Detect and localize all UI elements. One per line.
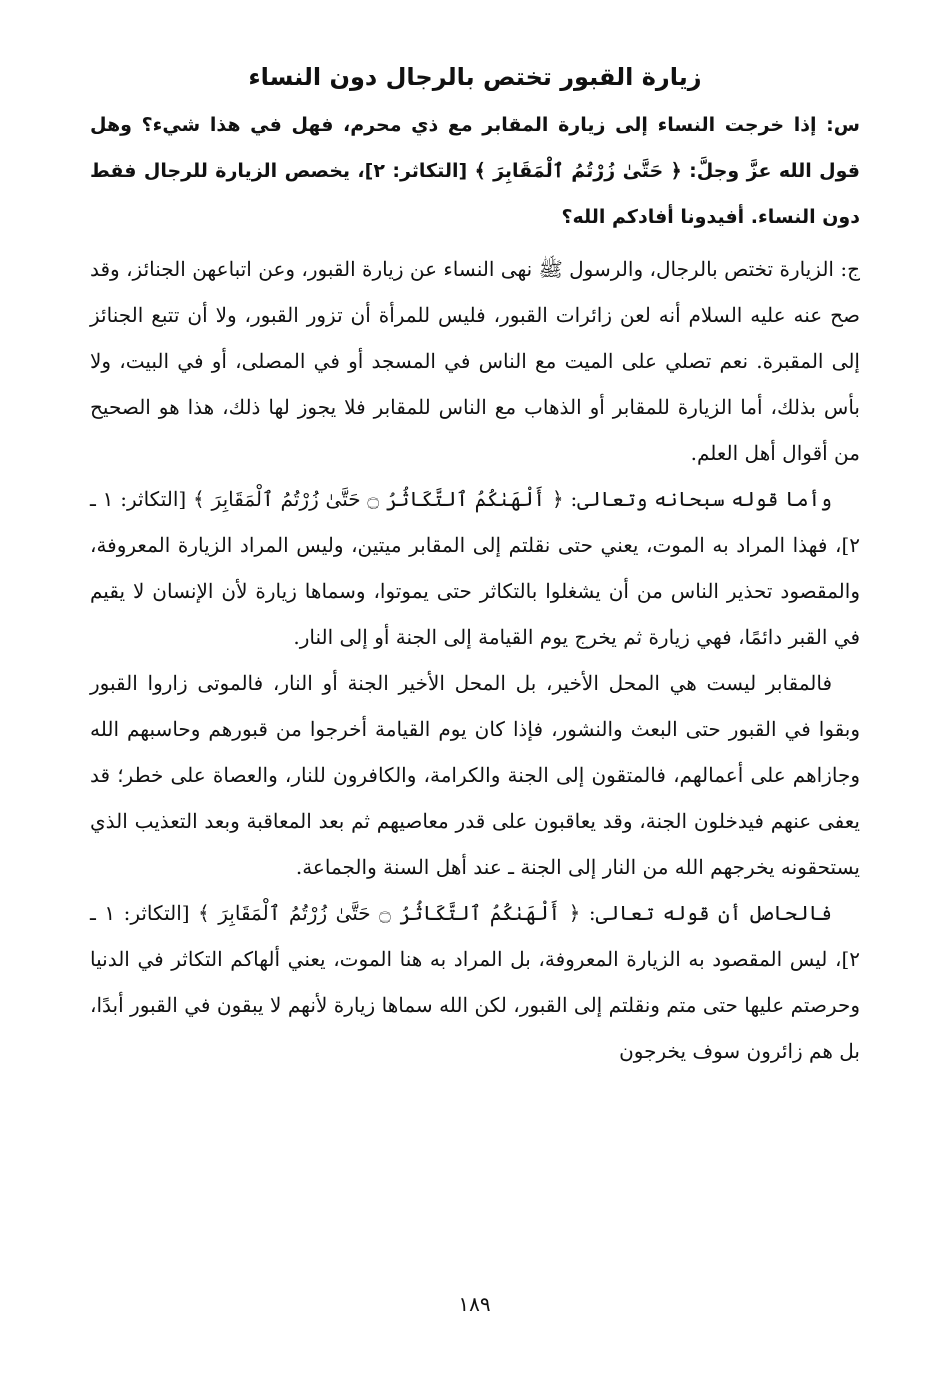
verse-explanation-paragraph: وأما قوله سبحانه وتعالى: ﴿ أَلْهَىٰكُمُ ٱلتَّكَاثُرُ ۝ حَتَّىٰ زُرْتُمُ ٱلْمَقَابِرَ ﴾ [التكاثر: ١ ـ ٢]، فهذا المراد به الموت، يعني حتى نقلتم إلى المقابر ميتين، وليس المراد الزيارة المعروفة، والمقصود تحذير الناس من أن يشغلوا بالتكاثر حتى يموتوا، وسماها زيارة لأن الإنسان لا يقيم في القبر دائمًا، فهي زيارة ثم يخرج يوم القيامة إلى الجنة أو إلى النار. — [90, 487, 860, 649]
conclusion-paragraph: فالحاصل أن قوله تعالى: ﴿ أَلْهَىٰكُمُ ٱلتَّكَاثُرُ ۝ حَتَّىٰ زُرْتُمُ ٱلْمَقَابِرَ ﴾ [التكاثر: ١ ـ ٢]، ليس المقصود به الزيارة المعروفة، بل المراد به هنا الموت، يعني ألهاكم التكاثر في الدنيا وحرصتم عليها حتى متم ونقلتم إلى القبور، لكن الله سماها زيارة لأنهم لا يبقون في القبور أبدًا، بل هم زائرون سوف يخرجون — [90, 901, 860, 1063]
graves-paragraph: فالمقابر ليست هي المحل الأخير، بل المحل الأخير الجنة أو النار، فالموتى زاروا القبور وبقوا في القبور حتى البعث والنشور، فإذا كان يوم القيامة أخرجوا من قبورهم وحاسبهم الله وجازاهم على أعمالهم، فالمتقون إلى الجنة والكرامة، والكافرون للنار، والعصاة على خطر؛ قد يعفى عنهم فيدخلون الجنة، وقد يعاقبون على قدر معاصيهم ثم بعد المعاقبة وبعد التعذيب الذي يستحقونه يخرجهم الله من النار إلى الجنة ـ عند أهل السنة والجماعة. — [90, 671, 860, 879]
page-number: ١٨٩ — [458, 1292, 491, 1316]
page-title: زيارة القبور تختص بالرجال دون النساء — [248, 63, 702, 91]
question-text: س: إذا خرجت النساء إلى زيارة المقابر مع ذي محرم، فهل في هذا شيء؟ وهل قول الله عزَّ وجلَّ: ﴿ حَتَّىٰ زُرْتُمُ ٱلْمَقَابِرَ ﴾ [التكاثر: ٢]، يخصص الزيارة للرجال فقط دون النساء. أفيدونا أفادكم الله؟ — [90, 114, 860, 228]
book-page — [90, 58, 860, 1074]
answer-paragraph: ج: الزيارة تختص بالرجال، والرسول ﷺ نهى النساء عن زيارة القبور، وعن اتباعهن الجنائز، وقد صح عنه عليه السلام أنه لعن زائرات القبور، فليس للمرأة أن تزور القبور، ولا أن تتبع الجنائز إلى المقبرة. نعم تصلي على الميت مع الناس في المسجد أو في المصلى، أو في البيت، ولا بأس بذلك، أما الزيارة للمقابر أو الذهاب مع الناس للمقابر فلا يجوز لها ذلك، هذا هو الصحيح من أقوال أهل العلم. — [90, 257, 860, 465]
